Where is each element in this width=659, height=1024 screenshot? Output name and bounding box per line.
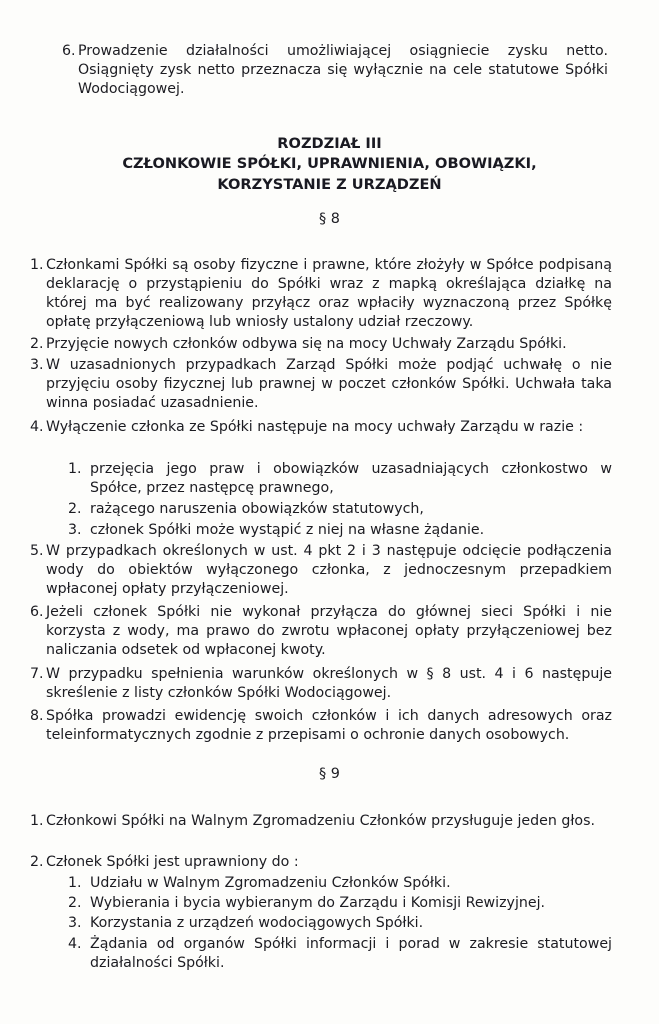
list-number: 5. [30,543,44,559]
list-text: W uzasadnionych przypadkach Zarząd Spółki może podjąć uchwałę o nie przyjęciu osoby fizycznej lub prawnej w poczet członków Spółki. Uchwała taka winna posiadać uzasadnienie. [46,357,612,411]
sub-list-number: 1. [68,461,82,477]
intro-list-item [62,42,608,99]
list-text: Wyłączenie członka ze Spółki następuje na mocy uchwały Zarządu w razie : [46,419,584,435]
list-number: 4. [30,419,44,435]
sub-list-number: 2. [68,895,82,911]
sub-list-item [68,935,612,973]
chapter-title: ROZDZIAŁ III [277,135,382,152]
list-text: Członkowi Spółki na Walnym Zgromadzeniu Członków przysługuje jeden głos. [46,813,595,829]
list-text: Jeżeli członek Spółki nie wykonał przyłącza do głównej sieci Spółki i nie korzysta z wody, ma prawo do zwrotu wpłaconej opłaty przyłączeniowej bez naliczania odsetek od wpłaconej kwoty. [46,604,612,658]
list-item [30,418,612,437]
list-item [30,542,612,599]
list-number: 1. [30,813,44,829]
list-item [30,853,612,872]
list-text: Członek Spółki jest uprawniony do : [46,854,299,870]
sub-list-item [68,894,612,913]
sub-list-number: 1. [68,875,82,891]
sub-list-number: 3. [68,915,82,931]
list-number: 8. [30,708,44,724]
list-item [30,707,612,745]
list-text: Prowadzenie działalności umożliwiającej osiągniecie zysku netto. Osiągnięty zysk netto przeznacza się wyłącznie na cele statutowe Spółki Wodociągowej. [78,43,608,97]
sub-list-text: członek Spółki może wystąpić z niej na własne żądanie. [90,522,485,538]
sub-list-text: rażącego naruszenia obowiązków statutowych, [90,501,424,517]
list-text: W przypadku spełnienia warunków określonych w § 8 ust. 4 i 6 następuje skreślenie z listy członków Spółki Wodociągowej. [46,666,612,701]
list-item [30,335,612,354]
chapter-subtitle-line-2: KORZYSTANIE Z URZĄDZEŃ [217,176,442,193]
list-item [30,812,612,831]
chapter-subtitle-line-1: CZŁONKOWIE SPÓŁKI, UPRAWNIENIA, OBOWIĄZKI, [122,155,537,172]
list-number: 3. [30,357,44,373]
sub-list-number: 3. [68,522,82,538]
sub-list-text: Żądania od organów Spółki informacji i porad w zakresie statutowej działalności Spółki. [90,936,612,971]
list-item [30,256,612,332]
list-item [30,603,612,660]
list-number: 1. [30,257,44,273]
sub-list-item [68,914,612,933]
list-text: W przypadkach określonych w ust. 4 pkt 2 i 3 następuje odcięcie podłączenia wody do obiektów wyłączonego członka, z jednoczesnym przepadkiem wpłaconej opłaty przyłączeniowej. [46,543,612,597]
sub-list-item [68,500,612,519]
list-number: 6. [30,604,44,620]
list-number: 2. [30,854,44,870]
sub-list-text: przejęcia jego praw i obowiązków uzasadniających członkostwo w Spółce, przez następcę prawnego, [90,461,612,496]
list-item [30,356,612,413]
list-number: 7. [30,666,44,682]
section-9-title: § 9 [319,766,340,782]
sub-list-text: Korzystania z urządzeń wodociągowych Spółki. [90,915,424,931]
sub-list-text: Wybierania i bycia wybieranym do Zarządu i Komisji Rewizyjnej. [90,895,546,911]
sub-list-item [68,521,612,540]
list-number: 6. [62,43,76,59]
list-text: Przyjęcie nowych członków odbywa się na mocy Uchwały Zarządu Spółki. [46,336,567,352]
sub-list-item [68,460,612,498]
list-number: 2. [30,336,44,352]
list-text: Spółka prowadzi ewidencję swoich członków i ich danych adresowych oraz teleinformatycznych zgodnie z przepisami o ochronie danych osobowych. [46,708,612,743]
section-8-title: § 8 [319,211,340,227]
sub-list-number: 2. [68,501,82,517]
sub-list-text: Udziału w Walnym Zgromadzeniu Członków Spółki. [90,875,451,891]
sub-list-number: 4. [68,936,82,952]
list-item [30,665,612,703]
list-text: Członkami Spółki są osoby fizyczne i prawne, które złożyły w Spółce podpisaną deklarację o przystąpieniu do Spółki wraz z mapką określająca działkę na której ma być realizowany przyłącz oraz wpłaciły wyznaczoną przez Spółkę opłatę przyłączeniową lub wniosły ustalony udział rzeczowy. [46,257,612,330]
sub-list-item [68,874,612,893]
